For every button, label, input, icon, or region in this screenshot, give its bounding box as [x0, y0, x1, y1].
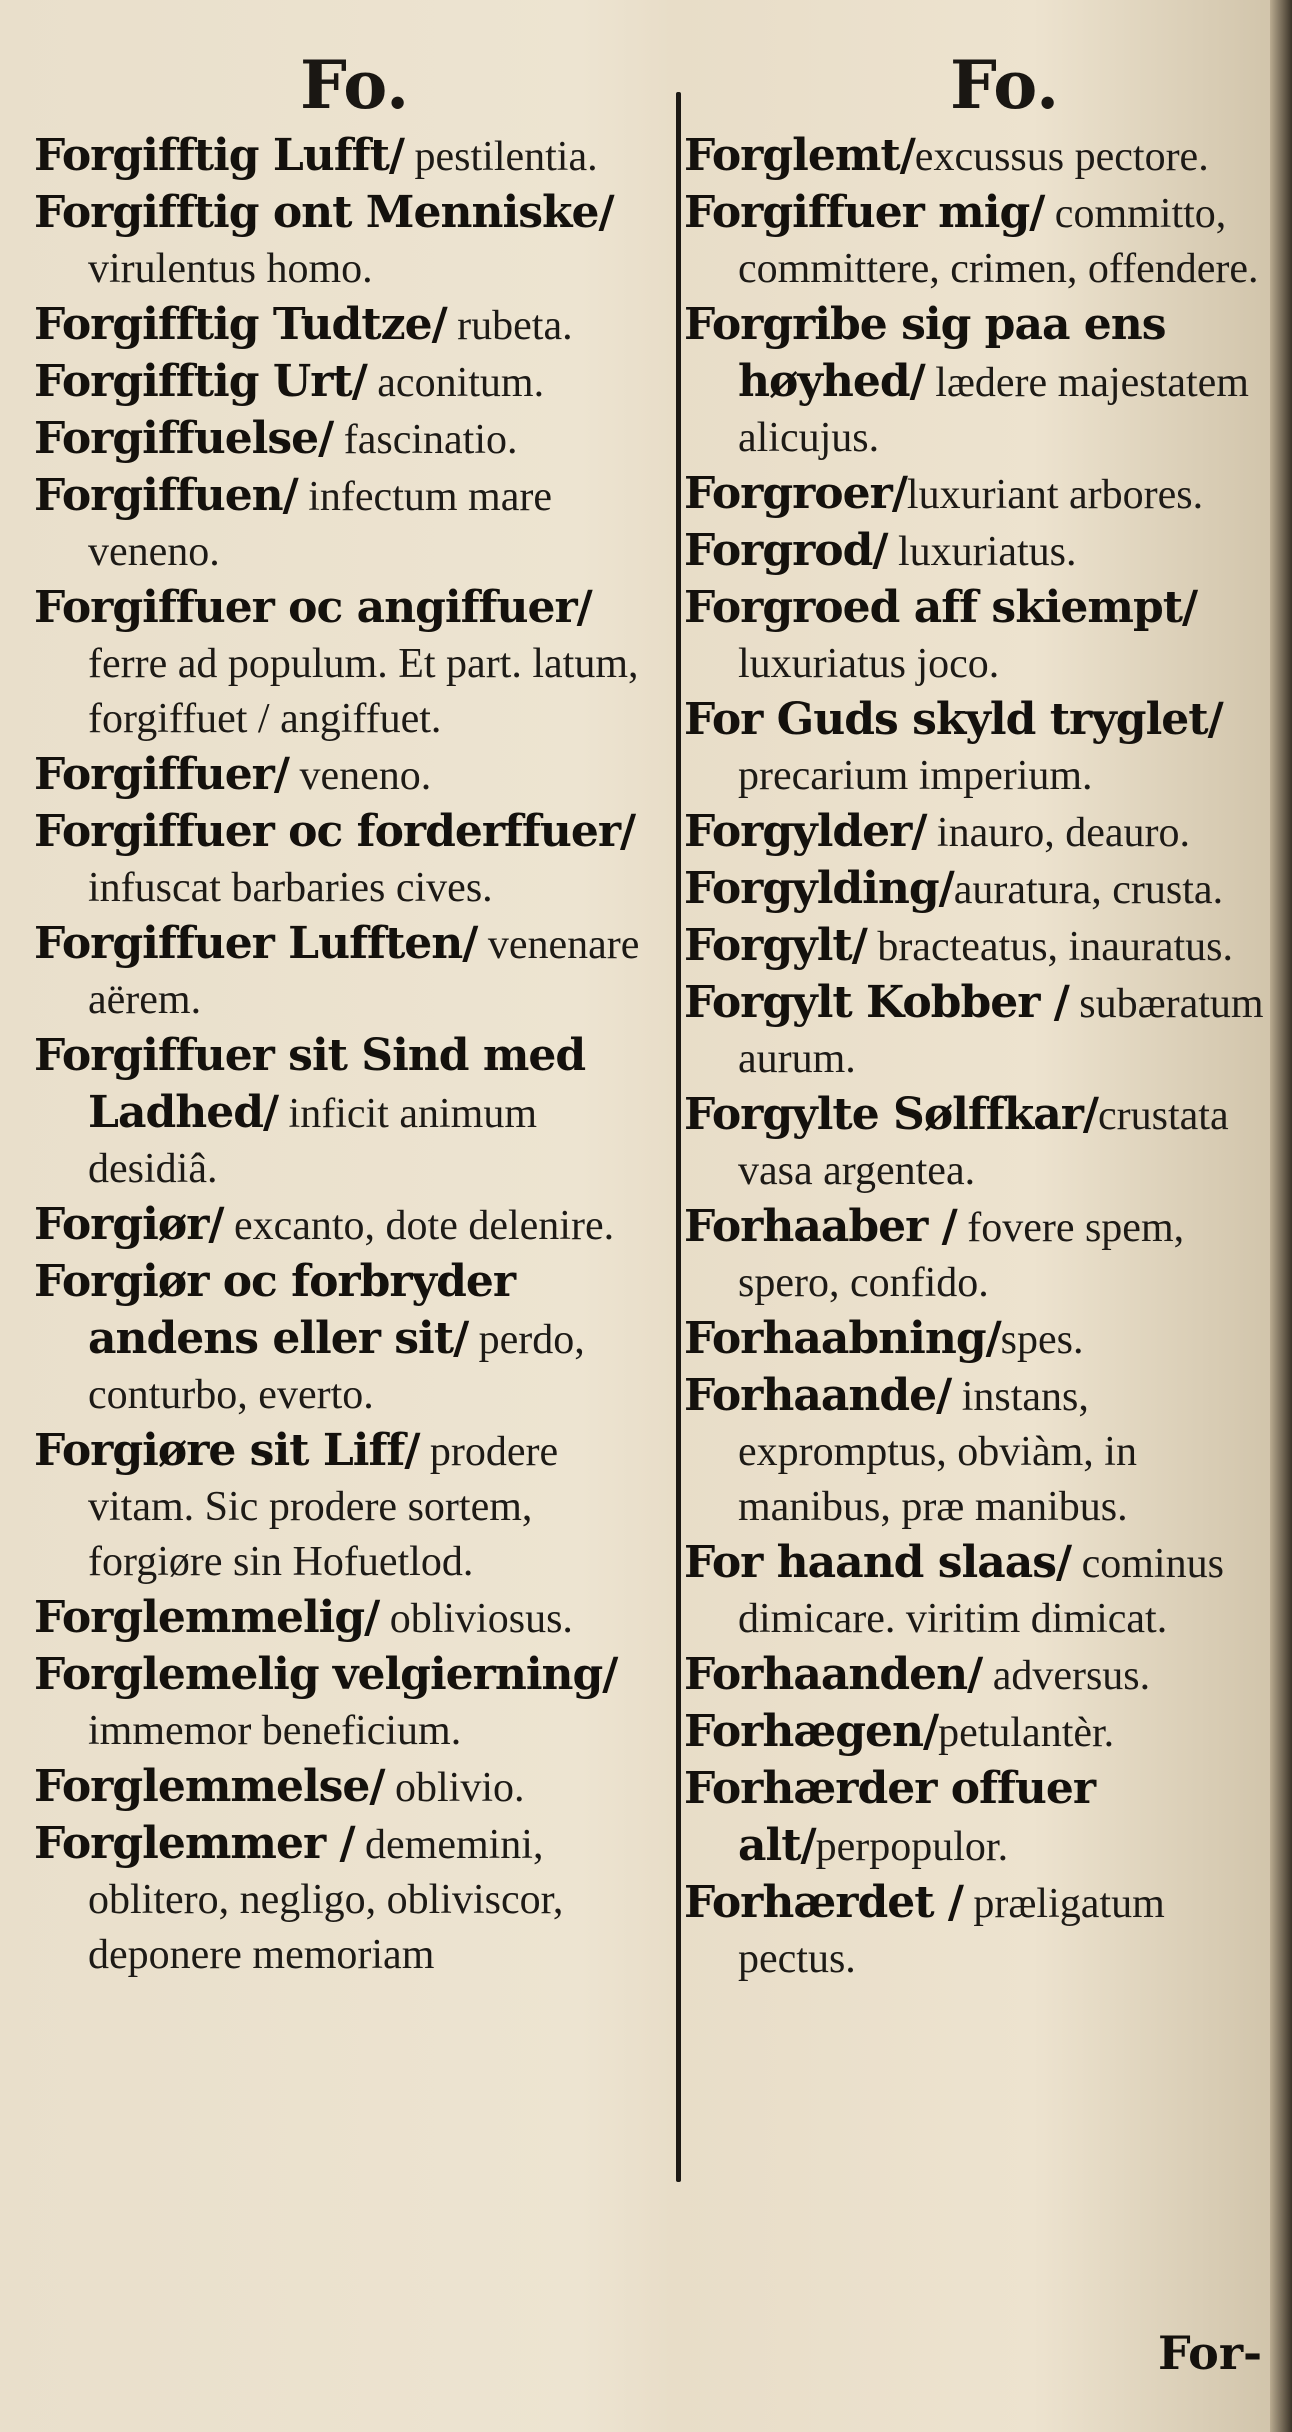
- dictionary-entry: [34, 354, 664, 411]
- dictionary-entry: [34, 916, 664, 1028]
- definition: præligatum pectus.: [738, 1881, 1165, 1982]
- definition: veneno.: [288, 753, 432, 799]
- definition: perpopulor.: [815, 1824, 1009, 1870]
- headword: For haand slaas/: [684, 1537, 1072, 1588]
- dictionary-entry: [684, 861, 1274, 918]
- definition: instans, expromptus, obviàm, in manibus, præ manibus.: [738, 1374, 1137, 1530]
- dictionary-entry: [684, 1199, 1274, 1311]
- dictionary-entry: [684, 1311, 1274, 1368]
- headword: Forglemmelig/: [34, 1592, 380, 1643]
- dictionary-entry: [684, 128, 1274, 185]
- dictionary-entry: [34, 1423, 664, 1590]
- headword: Forglemelig velgierning/: [34, 1649, 618, 1700]
- dictionary-entry: [684, 975, 1274, 1087]
- definition: ferre ad populum. Et part. latum, forgiffuet / angiffuet.: [88, 641, 639, 742]
- dictionary-entry: [684, 1368, 1274, 1535]
- definition: subæratum aurum.: [738, 981, 1264, 1082]
- dictionary-entry: [684, 804, 1274, 861]
- headword: Forgifftig ont Menniske/: [34, 187, 614, 238]
- dictionary-entry: [684, 580, 1274, 692]
- headword: Forhærder offuer alt/: [684, 1763, 1096, 1871]
- headword: Forglemmelse/: [34, 1761, 385, 1812]
- dictionary-entry: [684, 1761, 1274, 1875]
- headword: Forgribe sig paa ens høyhed/: [684, 299, 1166, 407]
- definition: obliviosus.: [379, 1596, 573, 1642]
- headword: Forgiffuer Lufften/: [34, 918, 478, 969]
- dictionary-entry: [684, 185, 1274, 297]
- headword: Forhaabning/: [684, 1313, 1001, 1364]
- headword: For Guds skyld tryglet/: [684, 694, 1223, 745]
- dictionary-entry: [34, 128, 664, 185]
- headword: Forhaaber /: [684, 1201, 957, 1252]
- dictionary-entry: [34, 1816, 664, 1983]
- headword: Forglemt/: [684, 130, 915, 181]
- catchword: For-: [1158, 2326, 1263, 2380]
- dictionary-entry: [684, 1087, 1274, 1199]
- dictionary-entry: [34, 580, 664, 747]
- dictionary-entry: [34, 468, 664, 580]
- dictionary-entry: [34, 1590, 664, 1647]
- definition: immemor beneficium.: [88, 1708, 462, 1754]
- definition: spes.: [1000, 1317, 1084, 1363]
- running-head-right: Fo.: [950, 46, 1060, 124]
- headword: Forhægen/: [684, 1706, 939, 1757]
- headword: Forgylder/: [684, 806, 927, 857]
- headword: Forgylte Sølffkar/: [684, 1089, 1098, 1140]
- definition: fovere spem, spero, confido.: [738, 1205, 1185, 1306]
- headword: Forgylding/: [684, 863, 954, 914]
- dictionary-entry: [34, 1759, 664, 1816]
- dictionary-entry: [684, 1875, 1274, 1987]
- definition: bracteatus, inauratus.: [866, 924, 1233, 970]
- headword: Forgroed aff skiempt/: [684, 582, 1198, 633]
- headword: Forgiffuelse/: [34, 413, 334, 464]
- definition: luxuriatus.: [887, 529, 1077, 575]
- headword: Forgylt/: [684, 920, 867, 971]
- definition: excanto, dote delenire.: [223, 1203, 615, 1249]
- dictionary-entry: [684, 918, 1274, 975]
- dictionary-entry: [684, 692, 1274, 804]
- definition: aconitum.: [366, 360, 545, 406]
- dictionary-entry: [684, 297, 1274, 466]
- headword: Forgifftig Tudtze/: [34, 299, 447, 350]
- headword: Forhaanden/: [684, 1649, 983, 1700]
- definition: virulentus homo.: [88, 246, 373, 292]
- definition: lædere majestatem alicujus.: [738, 360, 1249, 461]
- dictionary-entry: [34, 804, 664, 916]
- headword: Forgiffuen/: [34, 470, 298, 521]
- headword: Forgrod/: [684, 525, 888, 576]
- definition: luxuriatus joco.: [738, 641, 1000, 687]
- headword: Forgroer/: [684, 468, 907, 519]
- dictionary-entry: [34, 297, 664, 354]
- headword: Forgiffuer sit Sind med Ladhed/: [34, 1030, 586, 1138]
- headword: Forgiffuer mig/: [684, 187, 1045, 238]
- dictionary-entry: [34, 411, 664, 468]
- headword: Forgiffuer/: [34, 749, 289, 800]
- headword: Forgylt Kobber /: [684, 977, 1069, 1028]
- dictionary-entry: [684, 1535, 1274, 1647]
- definition: perdo, conturbo, everto.: [88, 1317, 585, 1418]
- dictionary-entry: [34, 1028, 664, 1197]
- definition: committo, committere, crimen, offendere.: [738, 191, 1259, 292]
- definition: infectum mare veneno.: [88, 474, 552, 575]
- definition: venenare aërem.: [88, 922, 640, 1023]
- definition: fascinatio.: [333, 417, 518, 463]
- left-column: [34, 128, 664, 1983]
- definition: prodere vitam. Sic prodere sortem, forgiøre sin Hofuetlod.: [88, 1429, 559, 1585]
- headword: Forgiør/: [34, 1199, 224, 1250]
- definition: precarium imperium.: [738, 753, 1093, 799]
- headword: Forgiffuer oc angiffuer/: [34, 582, 592, 633]
- dictionary-entry: [684, 466, 1274, 523]
- headword: Forgiøre sit Liff/: [34, 1425, 420, 1476]
- headword: Forgiør oc forbryder andens eller sit/: [34, 1256, 516, 1364]
- column-divider: [676, 92, 681, 2182]
- dictionary-entry: [34, 185, 664, 297]
- dictionary-entry: [34, 747, 664, 804]
- definition: petulantèr.: [938, 1710, 1115, 1756]
- definition: luxuriant arbores.: [906, 472, 1204, 518]
- right-column: [684, 128, 1274, 1987]
- definition: pestilentia.: [404, 134, 598, 180]
- definition: auratura, crusta.: [953, 867, 1224, 913]
- dictionary-entry: [34, 1197, 664, 1254]
- definition: oblivio.: [384, 1765, 525, 1811]
- dictionary-entry: [34, 1647, 664, 1759]
- running-head-left: Fo.: [300, 46, 410, 124]
- definition: excussus pectore.: [914, 134, 1209, 180]
- dictionary-entry: [684, 523, 1274, 580]
- definition: dememini, oblitero, negligo, obliviscor, deponere memoriam: [88, 1822, 564, 1978]
- definition: inficit animum desidiâ.: [88, 1091, 537, 1192]
- definition: inauro, deauro.: [926, 810, 1190, 856]
- headword: Forglemmer /: [34, 1818, 355, 1869]
- headword: Forhaande/: [684, 1370, 952, 1421]
- definition: crustata vasa argentea.: [738, 1093, 1229, 1194]
- definition: rubeta.: [446, 303, 573, 349]
- headword: Forgifftig Lufft/: [34, 130, 404, 181]
- definition: infuscat barbaries cives.: [88, 865, 493, 911]
- dictionary-entry: [684, 1704, 1274, 1761]
- definition: adversus.: [982, 1653, 1151, 1699]
- dictionary-entry: [684, 1647, 1274, 1704]
- definition: cominus dimicare. viritim dimicat.: [738, 1541, 1224, 1642]
- dictionary-entry: [34, 1254, 664, 1423]
- headword: Forhærdet /: [684, 1877, 963, 1928]
- headword: Forgifftig Urt/: [34, 356, 367, 407]
- headword: Forgiffuer oc forderffuer/: [34, 806, 636, 857]
